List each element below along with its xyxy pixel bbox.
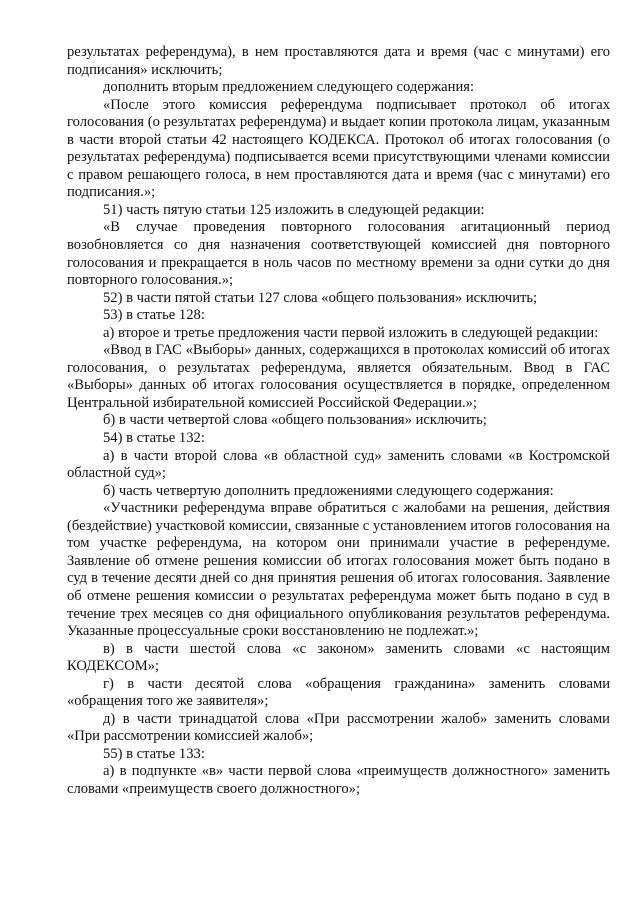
paragraph: «Участники референдума вправе обратиться с жалобами на решения, действия (бездействие) участковой комиссии, связанные с установлением итогов голосования на том участке референдума, на котором они принимали участие в референдуме. Заявление об отмене решения комиссии об итогах голосования может быть подано в суд в течение десяти дней со дня принятия решения об итогах голосования. Заявление об отмене решения комиссии о результатах референдума может быть подано в суд в течение трех месяцев со дня официального опубликования результатов референдума. Указанные процессуальные сроки восстановлению не подлежат.»;: [67, 500, 610, 640]
paragraph: 51) часть пятую статьи 125 изложить в следующей редакции:: [103, 201, 485, 218]
paragraph: «Ввод в ГАС «Выборы» данных, содержащихся в протоколах комиссий об итогах голосования, о результатах референдума, является обязательным. Ввод в ГАС «Выборы» данных об итогах голосования осуществляется в порядке, определенном Центральной избирательной комиссией Российской Федерации.»;: [67, 342, 610, 411]
paragraph: «После этого комиссия референдума подписывает протокол об итогах голосования (о результатах референдума) и выдает копии протокола лицам, указанным в части второй статьи 42 настоящего КОДЕКСА. Протокол об итогах голосования (о результатах референдума) подписывается всеми присутствующими членами комиссии с правом решающего голоса, в нем проставляются дата и время (час с минутами) его подписания.»;: [67, 96, 610, 201]
paragraph: б) часть четвертую дополнить предложениями следующего содержания:: [103, 482, 554, 499]
paragraph: 55) в статье 133:: [103, 745, 205, 762]
paragraph: 52) в части пятой статьи 127 слова «общего пользования» исключить;: [103, 289, 538, 306]
paragraph: г) в части десятой слова «обращения гражданина» заменить словами «обращения того же заявителя»;: [67, 675, 610, 710]
paragraph: «В случае проведения повторного голосования агитационный период возобновляется со дня назначения соответствующей комиссией дня повторного голосования и прекращается в ноль часов по местному времени за одни сутки до дня повторного голосования.»;: [67, 219, 610, 289]
paragraph: а) в части второй слова «в областной суд» заменить словами «в Костромской областной суд»;: [67, 447, 610, 482]
paragraph: а) второе и третье предложения части первой изложить в следующей редакции:: [103, 324, 599, 341]
paragraph: 54) в статье 132:: [103, 430, 205, 447]
paragraph: б) в части четвертой слова «общего пользования» исключить;: [103, 412, 487, 429]
document-page: [67, 44, 610, 799]
paragraph: результатах референдума), в нем проставляются дата и время (час с минутами) его подписания» исключить;: [67, 44, 610, 78]
paragraph: д) в части тринадцатой слова «При рассмотрении жалоб» заменить словами «При рассмотрении комиссией жалоб»;: [67, 710, 610, 745]
paragraph: дополнить вторым предложением следующего содержания:: [103, 79, 475, 96]
paragraph: 53) в статье 128:: [103, 307, 205, 324]
paragraph: а) в подпункте «в» части первой слова «преимуществ должностного» заменить словами «преимуществ своего должностного»;: [67, 763, 610, 797]
paragraph: в) в части шестой слова «с законом» заменить словами «с настоящим КОДЕКСОМ»;: [67, 640, 610, 675]
